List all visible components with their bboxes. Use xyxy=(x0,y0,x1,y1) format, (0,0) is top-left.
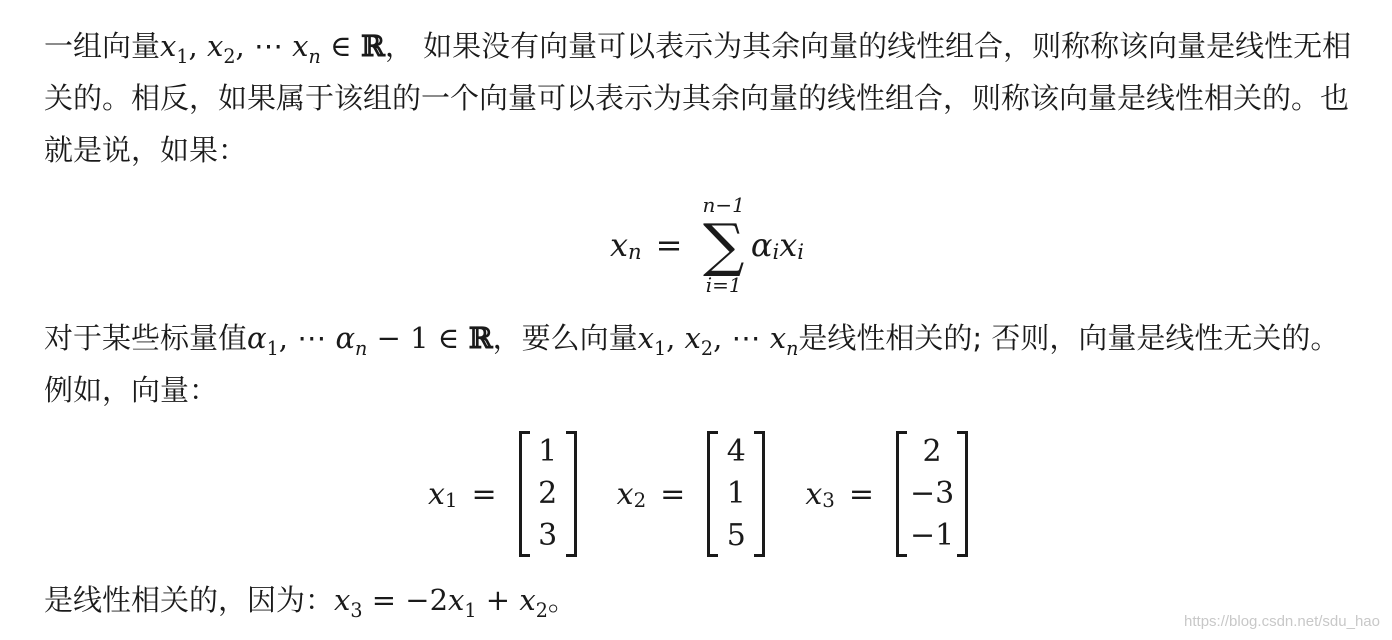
eq1-lhs-var: x xyxy=(610,226,629,264)
eq1-equals: = xyxy=(655,226,683,264)
eq1-alpha: α xyxy=(750,226,773,264)
sum-lower-limit: i=1 xyxy=(705,273,742,297)
summation-equation: x n = n−1 ∑ i=1 α i x i xyxy=(610,193,805,297)
vector-x1: x 1 = 1 2 3 xyxy=(428,431,577,557)
sum-upper-limit: n−1 xyxy=(702,193,745,217)
paragraph-intro: 一组向量$x_1$, $x_2$, ⋯ $x_n$ ∈ ℝ， 如果没有向量可以表示为其余向量的线性组合，则称称该向量是线性无相关的。相反，如果属于该组的一个向量可以表示为其余向量的线性组合，则称该向量是线性相关的。也就是说，如果： xyxy=(44,29,1352,167)
column-vector: 2 −3 −1 xyxy=(896,431,968,557)
summation-operator xyxy=(702,194,744,296)
sigma-symbol: ∑ xyxy=(702,211,745,279)
watermark: https://blog.csdn.net/sdu_hao xyxy=(1184,613,1380,630)
eq1-x: x xyxy=(779,226,798,264)
vector-x3: x 3 = 2 −3 −1 xyxy=(805,431,968,557)
paragraph-definition: 对于某些标量值$\alpha_1$, ⋯ $\alpha_n - 1$ ∈ ℝ，要么向量$x_1$, $x_2$, ⋯ $x_n$是线性相关的; 否则，向量是线性无关的。例如，向量： xyxy=(44,321,1340,407)
column-vector: 4 1 5 xyxy=(707,431,765,557)
vectors-example xyxy=(428,430,1008,558)
vector-x2: x 2 = 4 1 5 xyxy=(617,431,766,557)
paragraph-conclusion: 是线性相关的，因为：$x_3 = -2x_1 + x_2$。 xyxy=(44,583,577,622)
column-vector: 1 2 3 xyxy=(519,431,577,557)
